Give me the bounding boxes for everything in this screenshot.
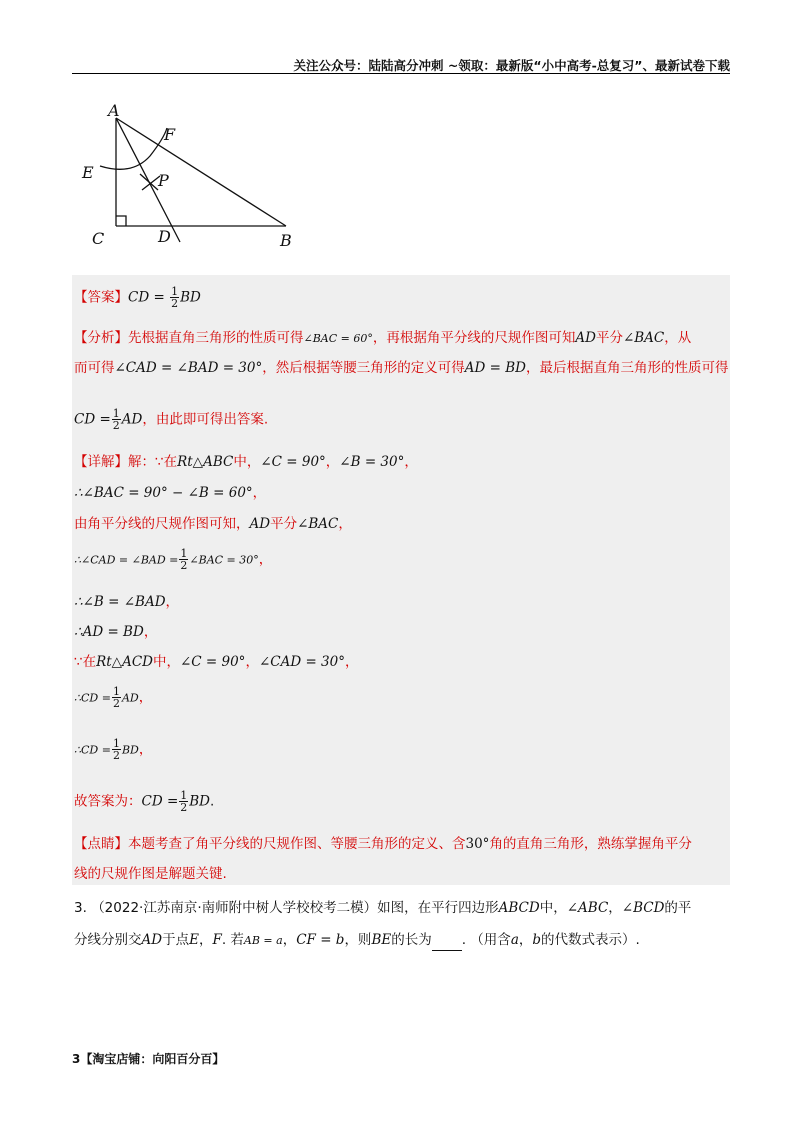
detail-line-6: ∴AD = BD， <box>74 624 158 640</box>
page-header: 关注公众号：陆陆高分冲刺 ~领取：最新版“小中高考-总复习”、最新试卷下载 <box>293 58 730 73</box>
comment-line-2: 线的尺规作图是解题关键. <box>74 866 227 882</box>
label-f: F <box>164 125 176 144</box>
analysis-line-2: 而可得∠CAD = ∠BAD = 30°，然后根据等腰三角形的定义可得AD = BD，最后根据直角三角形的性质可得 <box>74 360 729 376</box>
label-d: D <box>158 227 171 246</box>
label-c: C <box>92 229 105 248</box>
triangle-figure <box>72 100 312 260</box>
detail-line-1: 【详解】解：∵在Rt△ABC中，∠C = 90°，∠B = 30°， <box>74 454 418 470</box>
page-footer: 3【淘宝店铺：向阳百分百】 <box>72 1052 225 1066</box>
detail-line-10: 故答案为：CD = $\frac{1}{2}$ BD. <box>74 789 215 814</box>
detail-line-8: ∴CD = $\frac{1}{2}$ AD， <box>74 685 153 710</box>
detail-line-9: ∴CD = $\frac{1}{2}$ BD， <box>74 737 153 762</box>
question-3-line-2: 分线分别交AD于点E，F. 若AB = a，CF = b，则BE的长为 . （用含a，b的代数式表示）. <box>74 930 640 951</box>
label-e: E <box>82 163 94 182</box>
analysis-line-3: CD = $\frac{1}{2}$ AD，由此即可得出答案. <box>74 407 269 432</box>
answer-line: 【答案】CD = $\frac{1}{2}$ BD <box>74 285 201 310</box>
label-a: A <box>108 101 120 120</box>
answer-blank[interactable] <box>432 936 462 951</box>
fraction: $\frac{1}{2}$ <box>171 285 179 310</box>
arc-cross-1 <box>140 174 158 190</box>
detail-line-5: ∴∠B = ∠BAD， <box>74 594 180 610</box>
segment-ab <box>116 118 286 226</box>
comment-line-1: 【点睛】本题考查了角平分线的尺规作图、等腰三角形的定义、含30°角的直角三角形，熟练掌握角平分 <box>74 836 692 852</box>
detail-line-3: 由角平分线的尺规作图可知，AD平分∠BAC， <box>74 516 352 532</box>
label-p: P <box>158 171 169 190</box>
label-b: B <box>280 231 292 250</box>
right-angle-mark <box>116 216 126 226</box>
question-3-line-1: 3. （2022·江苏南京·南师附中树人学校校考二模）如图，在平行四边形ABCD中，∠ABC，∠BCD的平 <box>74 900 692 916</box>
analysis-line-1: 【分析】先根据直角三角形的性质可得∠BAC = 60°，再根据角平分线的尺规作图可知AD平分∠BAC，从 <box>74 330 692 346</box>
arc-ef <box>100 128 167 169</box>
detail-line-2: ∴∠BAC = 90° − ∠B = 60°， <box>74 485 267 501</box>
header-rule <box>72 73 730 74</box>
detail-line-4: ∴∠CAD = ∠BAD = $\frac{1}{2}$ ∠BAC = 30°， <box>74 547 273 572</box>
detail-line-7: ∵在Rt△ACD中，∠C = 90°，∠CAD = 30°， <box>74 654 359 670</box>
